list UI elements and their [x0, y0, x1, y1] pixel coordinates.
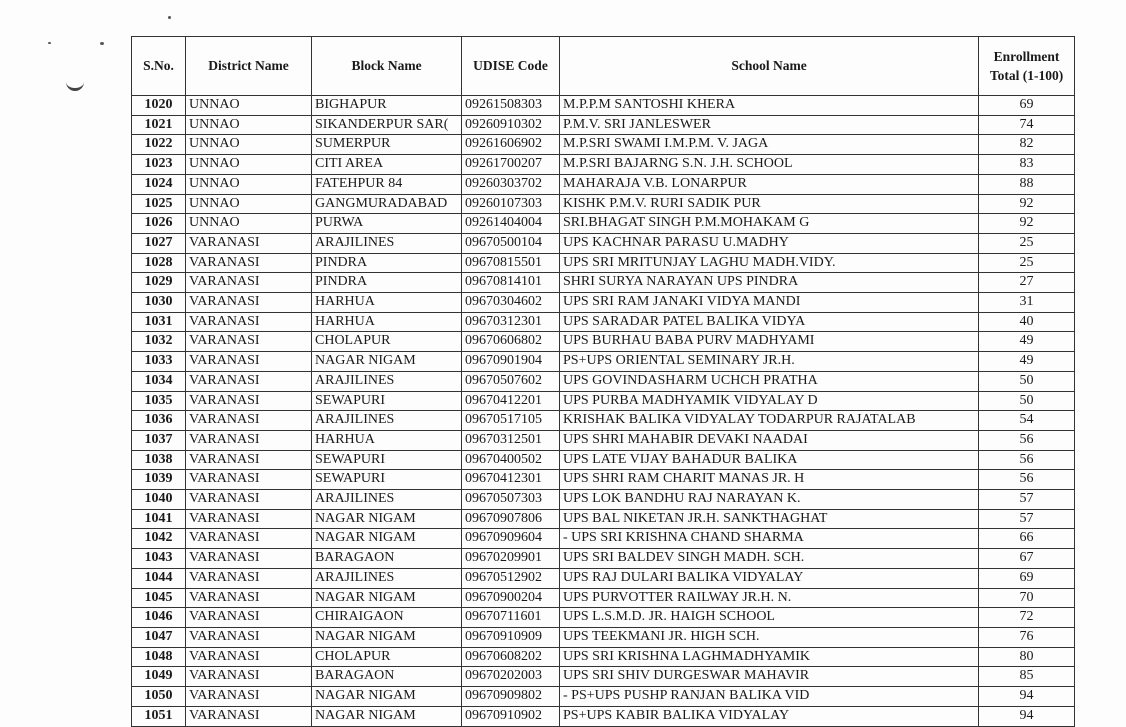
udise-code: 09670907806	[462, 509, 560, 529]
district-name: UNNAO	[186, 155, 312, 175]
block-name: NAGAR NIGAM	[312, 706, 462, 726]
serial-number: 1048	[132, 647, 186, 667]
block-name: PINDRA	[312, 253, 462, 273]
enrollment-count: 50	[979, 371, 1075, 391]
block-name: BARAGAON	[312, 549, 462, 569]
udise-code: 09670910909	[462, 627, 560, 647]
enrollment-count: 94	[979, 687, 1075, 707]
table-row	[132, 174, 1075, 194]
enrollment-count: 56	[979, 430, 1075, 450]
school-name: UPS SRI BALDEV SINGH MADH. SCH.	[560, 549, 979, 569]
district-name: VARANASI	[186, 509, 312, 529]
school-name: M.P.SRI BAJARNG S.N. J.H. SCHOOL	[560, 155, 979, 175]
scan-speck	[100, 42, 104, 45]
udise-code: 09261700207	[462, 155, 560, 175]
table-row	[132, 371, 1075, 391]
district-name: UNNAO	[186, 96, 312, 116]
udise-code: 09670304602	[462, 293, 560, 313]
table-row	[132, 312, 1075, 332]
district-name: UNNAO	[186, 194, 312, 214]
enrollment-table	[131, 36, 1075, 727]
udise-code: 09260107303	[462, 194, 560, 214]
serial-number: 1021	[132, 115, 186, 135]
school-name: UPS SRI MRITUNJAY LAGHU MADH.VIDY.	[560, 253, 979, 273]
block-name: HARHUA	[312, 430, 462, 450]
udise-code: 09670901904	[462, 352, 560, 372]
serial-number: 1034	[132, 371, 186, 391]
serial-number: 1045	[132, 588, 186, 608]
block-name: BIGHAPUR	[312, 96, 462, 116]
school-name: - UPS SRI KRISHNA CHAND SHARMA	[560, 529, 979, 549]
block-name: NAGAR NIGAM	[312, 627, 462, 647]
udise-code: 09670507602	[462, 371, 560, 391]
school-name: SRI.BHAGAT SINGH P.M.MOHAKAM G	[560, 214, 979, 234]
enrollment-count: 69	[979, 96, 1075, 116]
table-row	[132, 509, 1075, 529]
block-name: NAGAR NIGAM	[312, 352, 462, 372]
district-name: VARANASI	[186, 371, 312, 391]
enrollment-count: 49	[979, 332, 1075, 352]
school-name: PS+UPS KABIR BALIKA VIDYALAY	[560, 706, 979, 726]
enrollment-count: 76	[979, 627, 1075, 647]
table-row	[132, 352, 1075, 372]
header-district: District Name	[186, 37, 312, 96]
district-name: VARANASI	[186, 667, 312, 687]
udise-code: 09261606902	[462, 135, 560, 155]
serial-number: 1051	[132, 706, 186, 726]
block-name: HARHUA	[312, 312, 462, 332]
serial-number: 1032	[132, 332, 186, 352]
district-name: VARANASI	[186, 706, 312, 726]
udise-code: 09261508303	[462, 96, 560, 116]
school-name: UPS PURBA MADHYAMIK VIDYALAY D	[560, 391, 979, 411]
table-row	[132, 115, 1075, 135]
block-name: NAGAR NIGAM	[312, 529, 462, 549]
table-row	[132, 529, 1075, 549]
udise-code: 09670815501	[462, 253, 560, 273]
table-row	[132, 194, 1075, 214]
table-row	[132, 293, 1075, 313]
serial-number: 1043	[132, 549, 186, 569]
table-row	[132, 233, 1075, 253]
udise-code: 09670400502	[462, 450, 560, 470]
school-name: KISHK P.M.V. RURI SADIK PUR	[560, 194, 979, 214]
table-row	[132, 627, 1075, 647]
enrollment-count: 25	[979, 253, 1075, 273]
header-enrollment	[979, 37, 1075, 96]
table-row	[132, 450, 1075, 470]
header-udise: UDISE Code	[462, 37, 560, 96]
enrollment-count: 56	[979, 470, 1075, 490]
school-name: UPS SRI SHIV DURGESWAR MAHAVIR	[560, 667, 979, 687]
serial-number: 1044	[132, 568, 186, 588]
serial-number: 1031	[132, 312, 186, 332]
table-row	[132, 155, 1075, 175]
header-block: Block Name	[312, 37, 462, 96]
table-row	[132, 411, 1075, 431]
school-name: P.M.V. SRI JANLESWER	[560, 115, 979, 135]
udise-code: 09670900204	[462, 588, 560, 608]
serial-number: 1022	[132, 135, 186, 155]
block-name: BARAGAON	[312, 667, 462, 687]
school-name: UPS BAL NIKETAN JR.H. SANKTHAGHAT	[560, 509, 979, 529]
district-name: VARANASI	[186, 430, 312, 450]
table-row	[132, 549, 1075, 569]
udise-code: 09261404004	[462, 214, 560, 234]
udise-code: 09670909604	[462, 529, 560, 549]
enrollment-count: 54	[979, 411, 1075, 431]
enrollment-count: 69	[979, 568, 1075, 588]
table-row	[132, 568, 1075, 588]
table-row	[132, 647, 1075, 667]
table-row	[132, 608, 1075, 628]
serial-number: 1023	[132, 155, 186, 175]
udise-code: 09670412301	[462, 470, 560, 490]
block-name: PURWA	[312, 214, 462, 234]
serial-number: 1035	[132, 391, 186, 411]
school-name: UPS LATE VIJAY BAHADUR BALIKA	[560, 450, 979, 470]
udise-code: 09670910902	[462, 706, 560, 726]
block-name: SIKANDERPUR SAR(	[312, 115, 462, 135]
school-name: UPS RAJ DULARI BALIKA VIDYALAY	[560, 568, 979, 588]
school-name: UPS SHRI RAM CHARIT MANAS JR. H	[560, 470, 979, 490]
udise-code: 09670507303	[462, 490, 560, 510]
table-row	[132, 273, 1075, 293]
district-name: VARANASI	[186, 352, 312, 372]
serial-number: 1050	[132, 687, 186, 707]
district-name: VARANASI	[186, 273, 312, 293]
enrollment-count: 92	[979, 194, 1075, 214]
enrollment-count: 57	[979, 490, 1075, 510]
block-name: FATEHPUR 84	[312, 174, 462, 194]
serial-number: 1041	[132, 509, 186, 529]
enrollment-count: 80	[979, 647, 1075, 667]
school-name: UPS TEEKMANI JR. HIGH SCH.	[560, 627, 979, 647]
district-name: VARANASI	[186, 253, 312, 273]
school-name: UPS LOK BANDHU RAJ NARAYAN K.	[560, 490, 979, 510]
udise-code: 09670312501	[462, 430, 560, 450]
table-row	[132, 470, 1075, 490]
enrollment-count: 50	[979, 391, 1075, 411]
district-name: UNNAO	[186, 214, 312, 234]
serial-number: 1039	[132, 470, 186, 490]
serial-number: 1028	[132, 253, 186, 273]
district-name: UNNAO	[186, 174, 312, 194]
district-name: VARANASI	[186, 490, 312, 510]
table-row	[132, 588, 1075, 608]
block-name: SEWAPURI	[312, 470, 462, 490]
serial-number: 1030	[132, 293, 186, 313]
serial-number: 1042	[132, 529, 186, 549]
udise-code: 09670202003	[462, 667, 560, 687]
school-name: - PS+UPS PUSHP RANJAN BALIKA VID	[560, 687, 979, 707]
district-name: VARANASI	[186, 332, 312, 352]
table-row	[132, 391, 1075, 411]
district-name: VARANASI	[186, 233, 312, 253]
enrollment-count: 66	[979, 529, 1075, 549]
district-name: VARANASI	[186, 687, 312, 707]
enrollment-count: 49	[979, 352, 1075, 372]
table-header-row	[132, 37, 1075, 96]
serial-number: 1024	[132, 174, 186, 194]
district-name: VARANASI	[186, 647, 312, 667]
district-name: UNNAO	[186, 135, 312, 155]
udise-code: 09260910302	[462, 115, 560, 135]
block-name: ARAJILINES	[312, 233, 462, 253]
serial-number: 1046	[132, 608, 186, 628]
table-row	[132, 706, 1075, 726]
block-name: SUMERPUR	[312, 135, 462, 155]
block-name: NAGAR NIGAM	[312, 509, 462, 529]
udise-code: 09670608202	[462, 647, 560, 667]
school-name: UPS KACHNAR PARASU U.MADHY	[560, 233, 979, 253]
scan-mark	[66, 80, 84, 91]
enrollment-count: 57	[979, 509, 1075, 529]
enrollment-count: 56	[979, 450, 1075, 470]
table-row	[132, 96, 1075, 116]
enrollment-count: 94	[979, 706, 1075, 726]
district-name: VARANASI	[186, 529, 312, 549]
block-name: CITI AREA	[312, 155, 462, 175]
table-row	[132, 332, 1075, 352]
table-row	[132, 253, 1075, 273]
table-row	[132, 490, 1075, 510]
block-name: HARHUA	[312, 293, 462, 313]
school-name: UPS SRI KRISHNA LAGHMADHYAMIK	[560, 647, 979, 667]
school-name: M.P.SRI SWAMI I.M.P.M. V. JAGA	[560, 135, 979, 155]
serial-number: 1047	[132, 627, 186, 647]
enrollment-count: 27	[979, 273, 1075, 293]
school-name: UPS GOVINDASHARM UCHCH PRATHA	[560, 371, 979, 391]
serial-number: 1038	[132, 450, 186, 470]
udise-code: 09670512902	[462, 568, 560, 588]
udise-code: 09670209901	[462, 549, 560, 569]
block-name: ARAJILINES	[312, 371, 462, 391]
block-name: SEWAPURI	[312, 450, 462, 470]
serial-number: 1049	[132, 667, 186, 687]
udise-code: 09670500104	[462, 233, 560, 253]
block-name: CHIRAIGAON	[312, 608, 462, 628]
school-name: UPS SHRI MAHABIR DEVAKI NAADAI	[560, 430, 979, 450]
scan-speck	[168, 16, 171, 19]
enrollment-count: 88	[979, 174, 1075, 194]
table-row	[132, 667, 1075, 687]
block-name: ARAJILINES	[312, 411, 462, 431]
table-row	[132, 430, 1075, 450]
udise-code: 09670909802	[462, 687, 560, 707]
enrollment-count: 40	[979, 312, 1075, 332]
district-name: VARANASI	[186, 588, 312, 608]
serial-number: 1040	[132, 490, 186, 510]
school-name: SHRI SURYA NARAYAN UPS PINDRA	[560, 273, 979, 293]
serial-number: 1037	[132, 430, 186, 450]
block-name: ARAJILINES	[312, 568, 462, 588]
table-row	[132, 687, 1075, 707]
enrollment-count: 85	[979, 667, 1075, 687]
udise-code: 09670312301	[462, 312, 560, 332]
serial-number: 1027	[132, 233, 186, 253]
header-school: School Name	[560, 37, 979, 96]
udise-code: 09670711601	[462, 608, 560, 628]
udise-code: 09670412201	[462, 391, 560, 411]
district-name: VARANASI	[186, 627, 312, 647]
district-name: VARANASI	[186, 293, 312, 313]
scan-speck	[48, 42, 51, 44]
header-enrollment-line1: Enrollment	[993, 49, 1060, 64]
block-name: CHOLAPUR	[312, 647, 462, 667]
enrollment-count: 83	[979, 155, 1075, 175]
udise-code: 09670606802	[462, 332, 560, 352]
school-name: PS+UPS ORIENTAL SEMINARY JR.H.	[560, 352, 979, 372]
serial-number: 1029	[132, 273, 186, 293]
school-name: UPS PURVOTTER RAILWAY JR.H. N.	[560, 588, 979, 608]
udise-code: 09670517105	[462, 411, 560, 431]
serial-number: 1033	[132, 352, 186, 372]
udise-code: 09260303702	[462, 174, 560, 194]
enrollment-count: 82	[979, 135, 1075, 155]
block-name: GANGMURADABAD	[312, 194, 462, 214]
district-name: VARANASI	[186, 411, 312, 431]
serial-number: 1026	[132, 214, 186, 234]
table-row	[132, 214, 1075, 234]
district-name: VARANASI	[186, 568, 312, 588]
block-name: NAGAR NIGAM	[312, 588, 462, 608]
serial-number: 1036	[132, 411, 186, 431]
serial-number: 1020	[132, 96, 186, 116]
block-name: PINDRA	[312, 273, 462, 293]
enrollment-count: 70	[979, 588, 1075, 608]
serial-number: 1025	[132, 194, 186, 214]
block-name: ARAJILINES	[312, 490, 462, 510]
block-name: SEWAPURI	[312, 391, 462, 411]
district-name: VARANASI	[186, 391, 312, 411]
enrollment-count: 74	[979, 115, 1075, 135]
enrollment-count: 67	[979, 549, 1075, 569]
district-name: VARANASI	[186, 608, 312, 628]
school-name: M.P.P.M SANTOSHI KHERA	[560, 96, 979, 116]
district-name: VARANASI	[186, 450, 312, 470]
district-name: VARANASI	[186, 312, 312, 332]
enrollment-count: 92	[979, 214, 1075, 234]
school-name: MAHARAJA V.B. LONARPUR	[560, 174, 979, 194]
enrollment-count: 31	[979, 293, 1075, 313]
enrollment-count: 72	[979, 608, 1075, 628]
school-name: UPS SARADAR PATEL BALIKA VIDYA	[560, 312, 979, 332]
block-name: NAGAR NIGAM	[312, 687, 462, 707]
block-name: CHOLAPUR	[312, 332, 462, 352]
header-sno: S.No.	[132, 37, 186, 96]
header-enrollment-line2: Total (1-100)	[989, 68, 1064, 83]
school-name: UPS BURHAU BABA PURV MADHYAMI	[560, 332, 979, 352]
school-name: UPS L.S.M.D. JR. HAIGH SCHOOL	[560, 608, 979, 628]
district-name: VARANASI	[186, 549, 312, 569]
school-name: UPS SRI RAM JANAKI VIDYA MANDI	[560, 293, 979, 313]
school-name: KRISHAK BALIKA VIDYALAY TODARPUR RAJATALAB	[560, 411, 979, 431]
udise-code: 09670814101	[462, 273, 560, 293]
table-row	[132, 135, 1075, 155]
district-name: UNNAO	[186, 115, 312, 135]
district-name: VARANASI	[186, 470, 312, 490]
enrollment-count: 25	[979, 233, 1075, 253]
